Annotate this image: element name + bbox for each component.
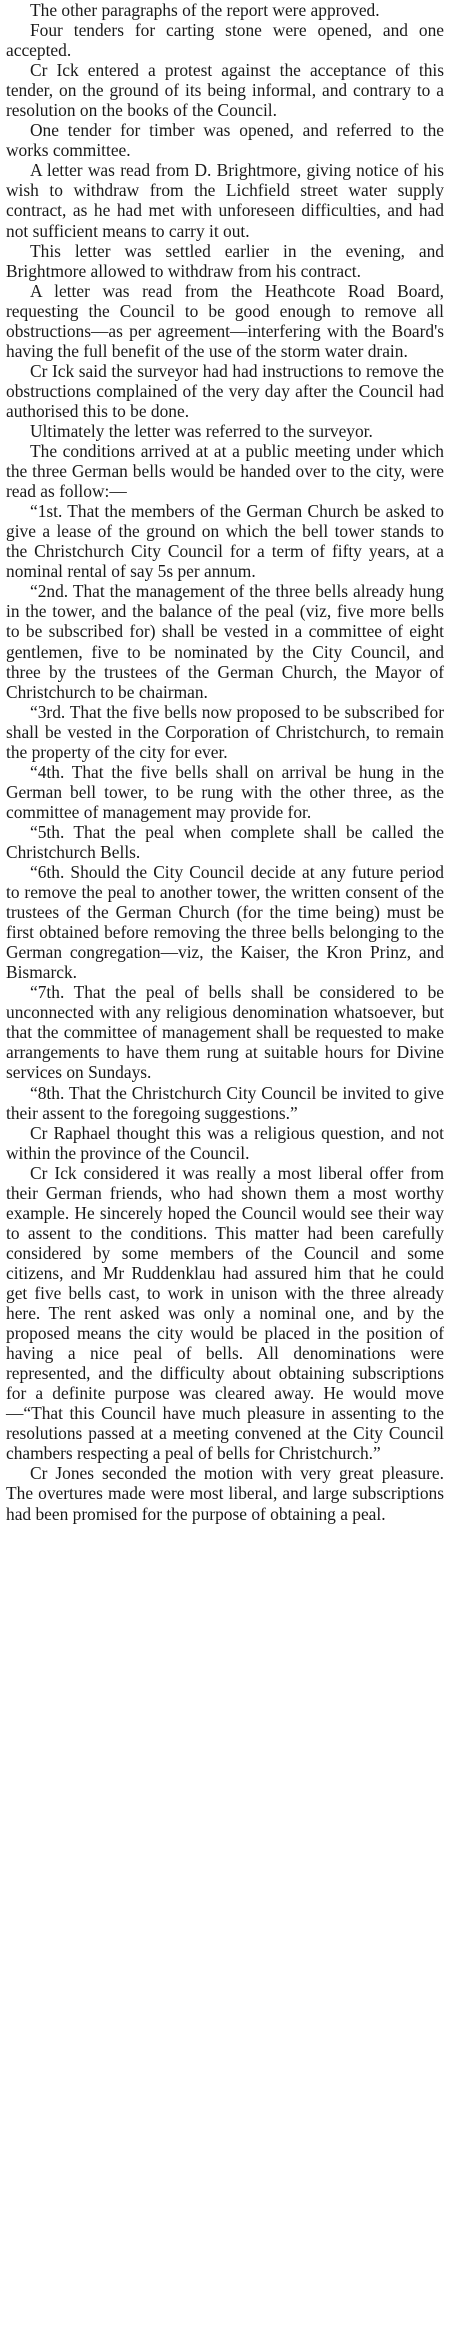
paragraph-surveyor-instructions: Cr Ick said the surveyor had had instructions to remove the obstructions complained of the very day after the Council had authorised this to be done. <box>6 360 444 421</box>
paragraph-jones-seconded: Cr Jones seconded the motion with very great pleasure. The overtures made were most liberal, and large subscriptions had been promised for the purpose of obtaining a peal. <box>6 1463 444 1524</box>
paragraph-report-approved: The other paragraphs of the report were approved. <box>30 0 380 20</box>
paragraph-condition-3: “3rd. That the five bells now proposed to be subscribed for shall be vested in the Corporation of Christchurch, to remain the property of the city for ever. <box>6 701 444 762</box>
paragraph-raphael-objection: Cr Raphael thought this was a religious question, and not within the province of the Council. <box>6 1122 444 1163</box>
paragraph-condition-7: “7th. That the peal of bells shall be considered to be unconnected with any religious denomination whatsoever, but that the committee of management shall be requested to make arrangements to have them rung at suitable hours for Divine services on Sundays. <box>6 982 444 1083</box>
paragraph-condition-5: “5th. That the peal when complete shall be called the Christchurch Bells. <box>6 821 444 862</box>
paragraph-referred-surveyor: Ultimately the letter was referred to the surveyor. <box>30 420 373 441</box>
paragraph-heathcote-letter: A letter was read from the Heathcote Road Board, requesting the Council to be good enough to remove all obstructions—as per agreement—interfering with the Board's having the full benefit of the use of the storm water drain. <box>6 280 444 361</box>
paragraph-condition-2: “2nd. That the management of the three bells already hung in the tower, and the balance of the peal (viz, five more bells to be subscribed for) shall be vested in a committee of eight gentlemen, five to be nominated by the City Council, and three by the trustees of the German Church, the Mayor of Christchurch to be chairman. <box>6 581 444 702</box>
paragraph-condition-8: “8th. That the Christchurch City Council be invited to give their assent to the foregoing suggestions.” <box>6 1082 444 1123</box>
paragraph-bell-conditions-intro: The conditions arrived at at a public meeting under which the three German bells would be handed over to the city, were read as follow:— <box>6 441 444 502</box>
paragraph-tenders-carting-stone: Four tenders for carting stone were opened, and one accepted. <box>6 20 444 61</box>
paragraph-brightmore-letter: A letter was read from D. Brightmore, giving notice of his wish to withdraw from the Lichfield street water supply contract, as he had met with unforeseen difficulties, and had not sufficient means to carry it out. <box>6 160 444 241</box>
paragraph-timber-tender: One tender for timber was opened, and referred to the works committee. <box>6 120 444 161</box>
paragraph-condition-4: “4th. That the five bells shall on arrival be hung in the German bell tower, to be rung with the other three, as the committee of management may provide for. <box>6 761 444 822</box>
paragraph-condition-6: “6th. Should the City Council decide at any future period to remove the peal to another tower, the written consent of the trustees of the German Church (for the time being) must be first obtained before removing the three bells belonging to the German congregation—viz, the Kaiser, the Kron Prinz, and Bismarck. <box>6 862 444 983</box>
paragraph-brightmore-settled: This letter was settled earlier in the evening, and Brightmore allowed to withdraw from his contract. <box>6 240 444 281</box>
paragraph-ick-protest: Cr Ick entered a protest against the acceptance of this tender, on the ground of its being informal, and contrary to a resolution on the books of the Council. <box>6 60 444 121</box>
paragraph-condition-1: “1st. That the members of the German Church be asked to give a lease of the ground on which the bell tower stands to the Christchurch City Council for a term of fifty years, at a nominal rental of say 5s per annum. <box>6 501 444 582</box>
paragraph-ick-motion: Cr Ick considered it was really a most liberal offer from their German friends, who had shown them a most worthy example. He sincerely hoped the Council would see their way to assent to the conditions. This matter had been carefully considered by some members of the Council and some citizens, and Mr Ruddenklau had assured him that he could get five bells cast, to work in unison with the three already here. The rent asked was only a nominal one, and by the proposed means the city would be placed in the position of having a nice peal of bells. All denominations were represented, and the difficulty about obtaining subscriptions for a definite purpose was cleared away. He would move—“That this Council have much pleasure in assenting to the resolutions passed at a meeting convened at the City Council chambers respecting a peal of bells for Christchurch.” <box>6 1162 444 1464</box>
